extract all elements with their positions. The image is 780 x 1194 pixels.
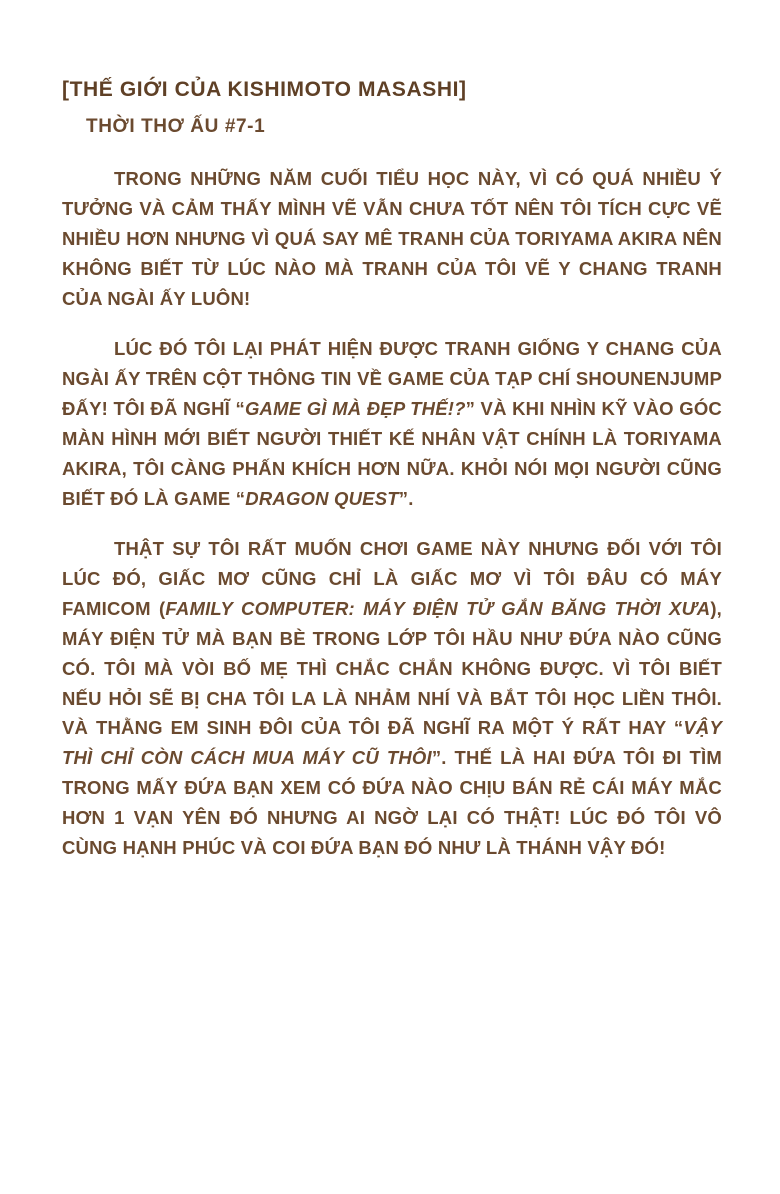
page-title: [THẾ GIỚI CỦA KISHIMOTO MASASHI] [62, 78, 467, 101]
paragraph-3: THẬT SỰ TÔI RẤT MUỐN CHƠI GAME NÀY NHƯNG ĐỐI VỚI TÔI LÚC ĐÓ, GIẤC MƠ CŨNG CHỈ LÀ GIẤC MƠ VÌ TÔI ĐÂU CÓ MÁY FAMICOM (FAMILY COMPUTER: MÁY ĐIỆN TỬ GẮN BĂNG THỜI XƯA), MÁY ĐIỆN TỬ MÀ BẠN BÈ TRONG LỚP TÔI HẦU NHƯ ĐỨA NÀO CŨNG CÓ. TÔI MÀ VÒI BỐ MẸ THÌ CHẮC CHẮN KHÔNG ĐƯỢC. VÌ TÔI BIẾT NẾU HỎI SẼ BỊ CHA TÔI LA LÀ NHẢM NHÍ VÀ BẮT TÔI HỌC LIỀN THÔI. VÀ THẰNG EM SINH ĐÔI CỦA TÔI ĐÃ NGHĨ RA MỘT Ý RẤT HAY “VẬY THÌ CHỈ CÒN CÁCH MUA MÁY CŨ THÔI”. THẾ LÀ HAI ĐỨA TÔI ĐI TÌM TRONG MẤY ĐỨA BẠN XEM CÓ ĐỨA NÀO CHỊU BÁN RẺ CÁI MÁY MẮC HƠN 1 VẠN YÊN ĐÓ NHƯNG AI NGỜ LẠI CÓ THẬT! LÚC ĐÓ TÔI VÔ CÙNG HẠNH PHÚC VÀ COI ĐỨA BẠN ĐÓ NHƯ LÀ THÁNH VẬY ĐÓ! [62, 537, 723, 859]
body-text [62, 164, 722, 863]
page-subtitle: THỜI THƠ ẤU #7-1 [86, 116, 266, 137]
paragraph-1: TRONG NHỮNG NĂM CUỐI TIỂU HỌC NÀY, VÌ CÓ QUÁ NHIỀU Ý TƯỞNG VÀ CẢM THẤY MÌNH VẼ VẪN CHƯA TỐT NÊN TÔI TÍCH CỰC VẼ NHIỀU HƠN NHƯNG VÌ QUÁ SAY MÊ TRANH CỦA TORIYAMA AKIRA NÊN KHÔNG BIẾT TỪ LÚC NÀO MÀ TRANH CỦA TÔI VẼ Y CHANG TRANH CỦA NGÀI ẤY LUÔN! [62, 168, 722, 309]
paragraph-2: LÚC ĐÓ TÔI LẠI PHÁT HIỆN ĐƯỢC TRANH GIỐNG Y CHANG CỦA NGÀI ẤY TRÊN CỘT THÔNG TIN VỀ GAME CỦA TẠP CHÍ SHOUNENJUMP ĐẤY! TÔI ĐÃ NGHĨ “GAME GÌ MÀ ĐẸP THẾ!?” VÀ KHI NHÌN KỸ VÀO GÓC MÀN HÌNH MỚI BIẾT NGƯỜI THIẾT KẾ NHÂN VẬT CHÍNH LÀ TORIYAMA AKIRA, TÔI CÀNG PHẤN KHÍCH HƠN NỮA. KHỎI NÓI MỌI NGƯỜI CŨNG BIẾT ĐÓ LÀ GAME “DRAGON QUEST”. [62, 337, 722, 509]
